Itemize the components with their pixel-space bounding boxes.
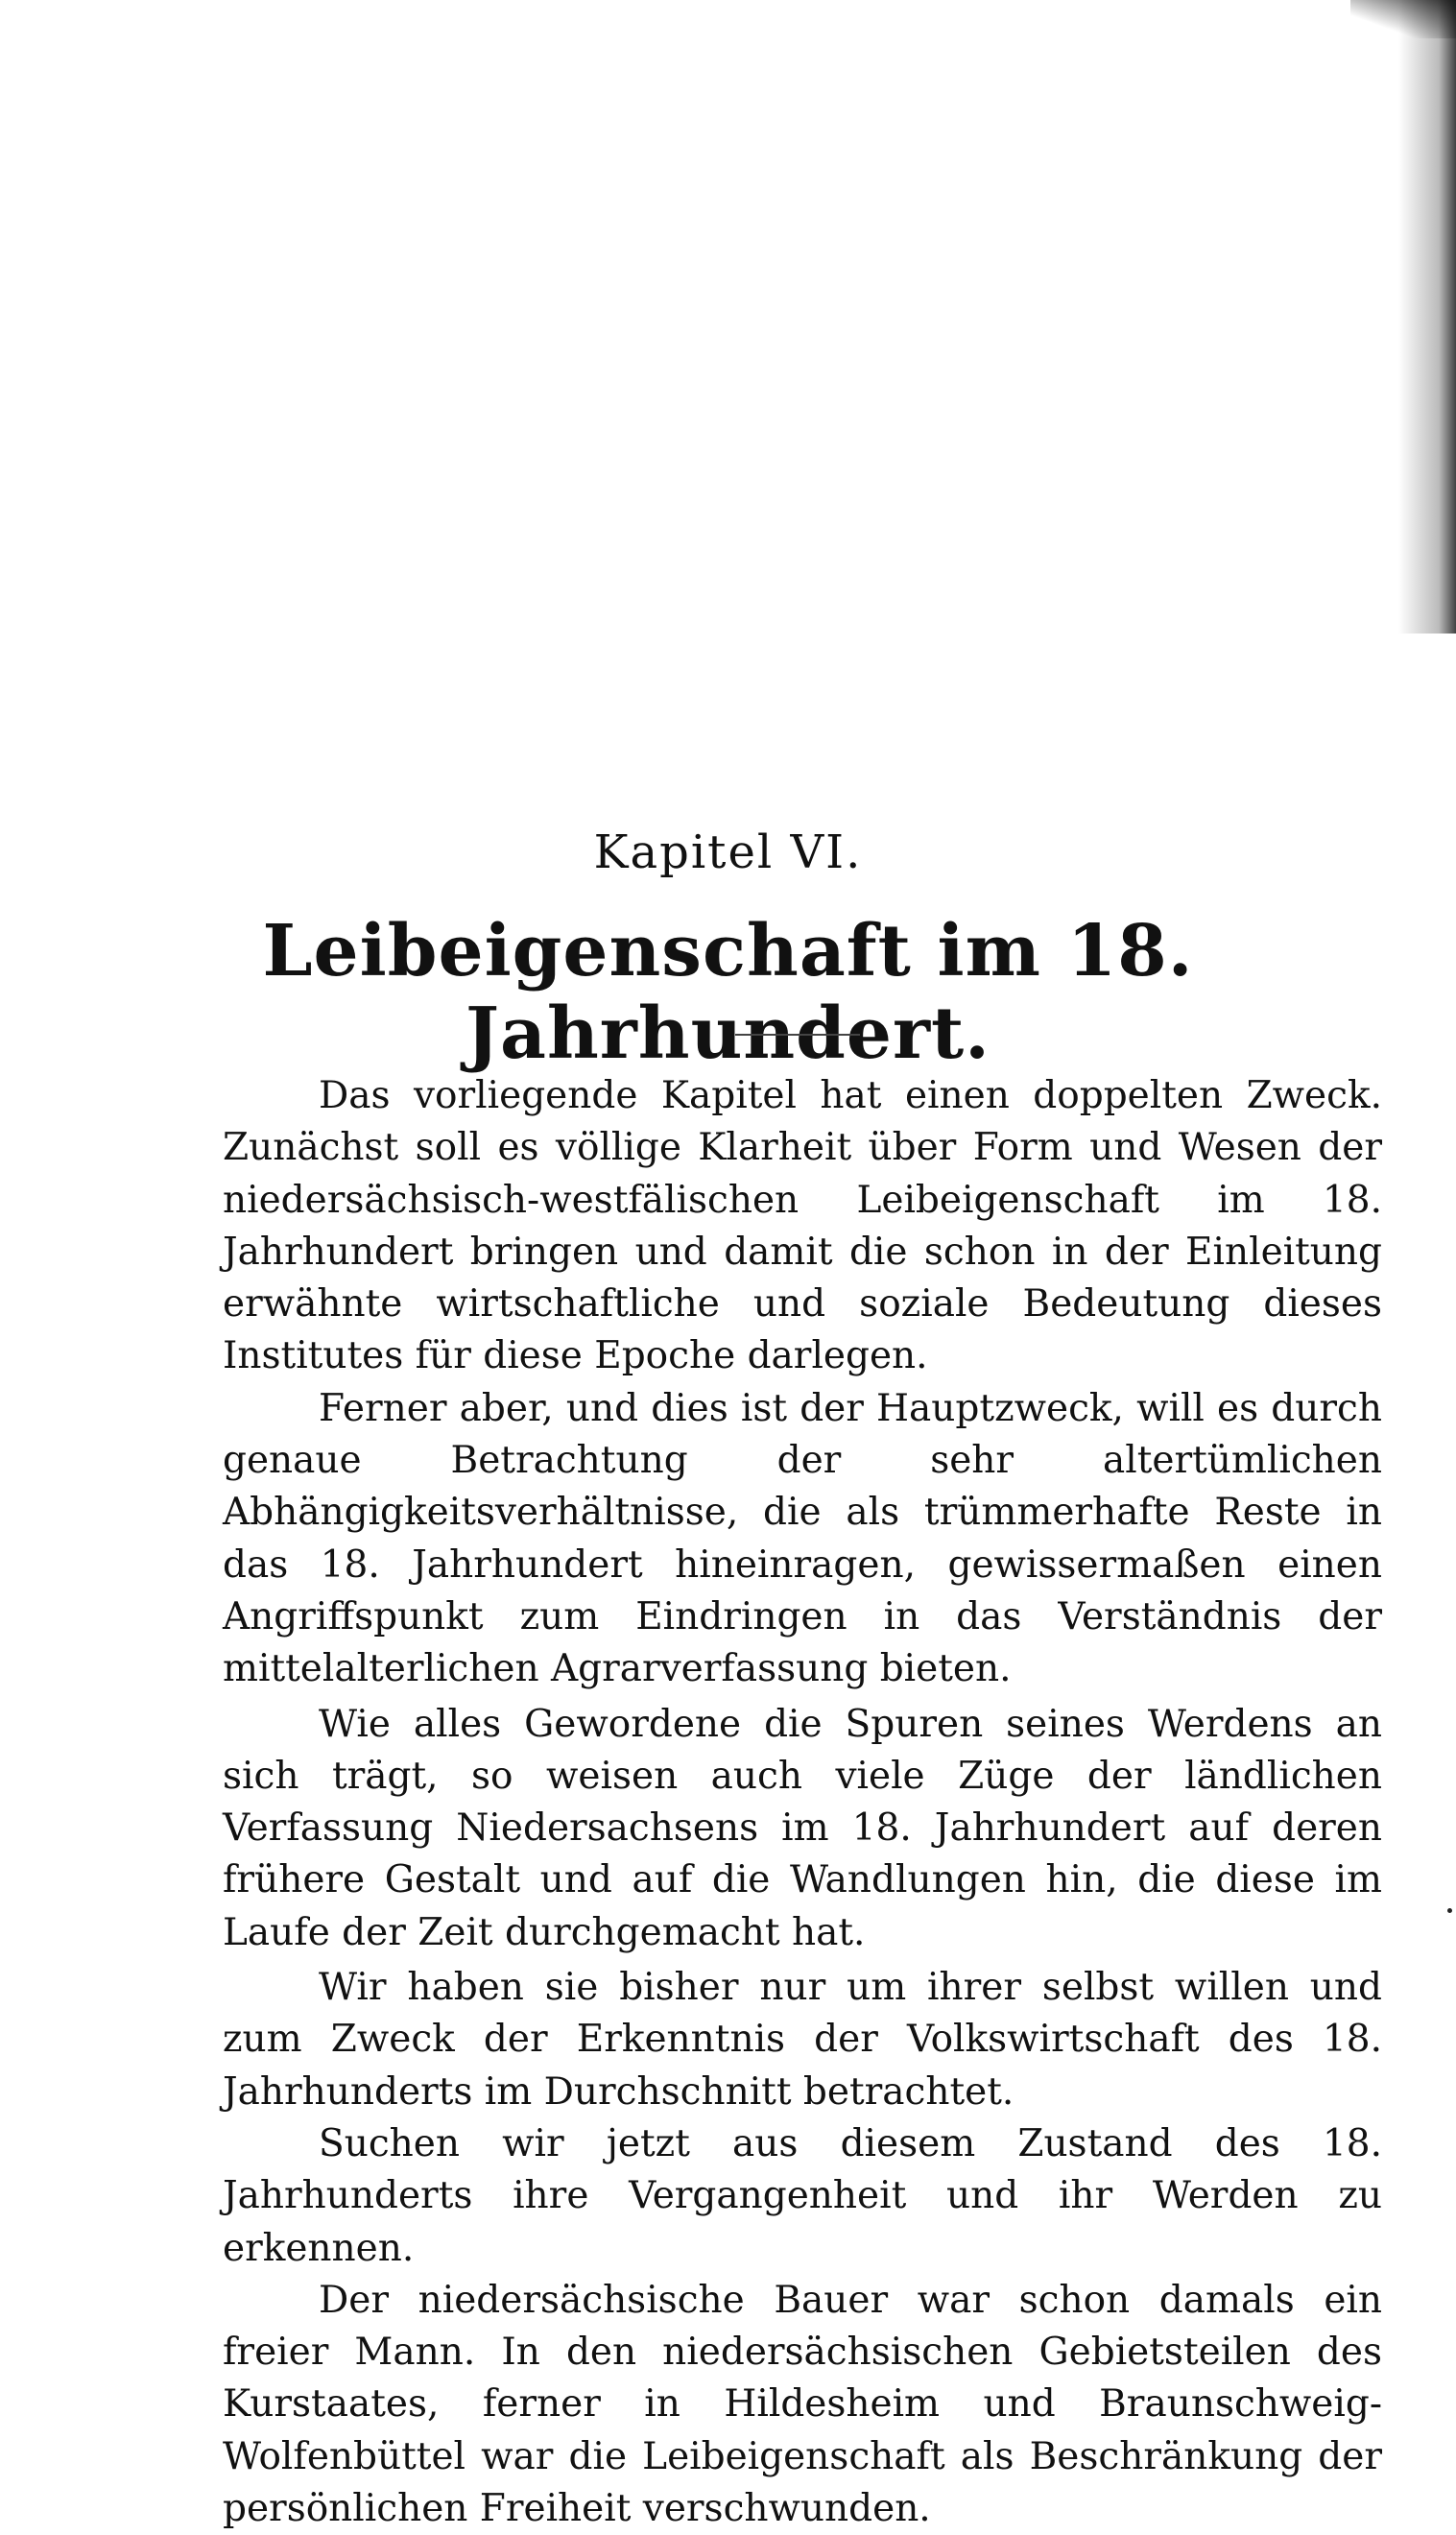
paragraph: Wir haben sie bisher nur um ihrer selbst willen und zum Zweck der Erkenntnis der Volkswirtschaft des 18. Jahrhunderts im Durchschnitt betrachtet. (223, 1966, 1382, 2114)
chapter-number: Kapitel VI. (593, 825, 863, 879)
margin-speck (1447, 1908, 1452, 1913)
paragraph: Suchen wir jetzt aus diesem Zustand des 18. Jahrhunderts ihre Vergangenheit und ihr Werden zu erkennen. (223, 2121, 1382, 2270)
paragraph: Das vorliegende Kapitel hat einen doppelten Zweck. Zunächst soll es völlige Klarheit über Form und Wesen der niedersächsisch-westfälischen Leibeigenschaft im 18. Jahrhundert bringen und damit die schon in der Einleitung erwähnte wirtschaftliche und soziale Bedeutung dieses Institutes für diese Epoche darlegen. (223, 1074, 1382, 1378)
page-edge-shadow (1398, 0, 1456, 634)
chapter-title: Leibeigenschaft im 18. Jahrhundert. (262, 910, 1194, 1075)
chapter-body (223, 1070, 1382, 2535)
paragraph: Ferner aber, und dies ist der Hauptzweck, will es durch genaue Betrachtung der sehr altertümlichen Abhängigkeitsverhältnisse, die als trümmerhafte Reste in das 18. Jahrhundert hineinragen, gewissermaßen einen Angriffspunkt zum Eindringen in das Verständnis der mittelalterlichen Agrarverfassung bieten. (223, 1386, 1382, 1691)
page-corner-shadow (1350, 0, 1456, 38)
paragraph: Der niedersächsische Bauer war schon damals ein freier Mann. In den niedersächsischen Gebietsteilen des Kurstaates, ferner in Hildesheim und Braunschweig-Wolfenbüttel war die Leibeigenschaft als Beschränkung der persönlichen Freiheit verschwunden. (223, 2278, 1382, 2531)
paragraph: Wie alles Gewordene die Spuren seines Werdens an sich trägt, so weisen auch viele Züge der ländlichen Verfassung Niedersachsens im 18. Jahrhundert auf deren frühere Gestalt und auf die Wandlungen hin, die diese im Laufe der Zeit durchgemacht hat. (223, 1702, 1382, 1954)
title-divider (735, 1034, 860, 1036)
